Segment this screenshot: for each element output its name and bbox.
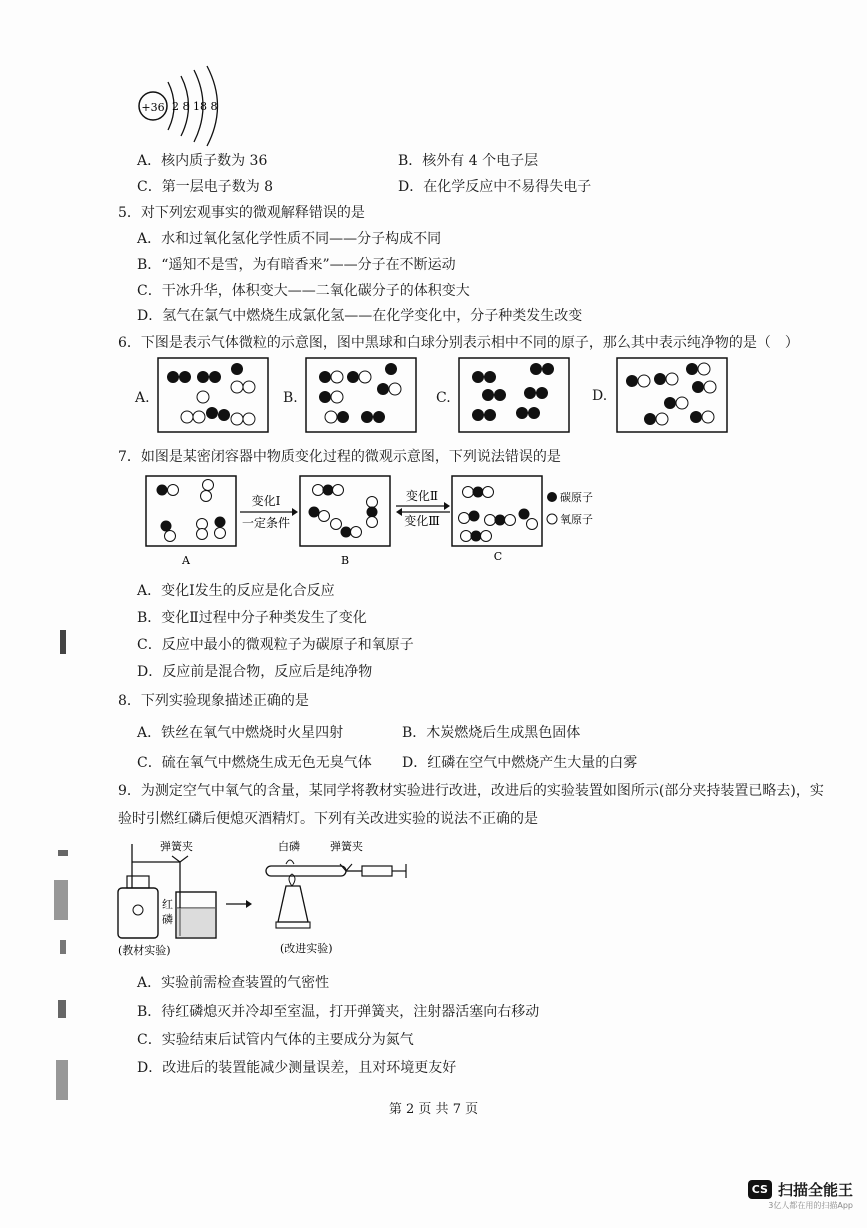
q9-option-b: B．待红磷熄灭并冷却至室温，打开弹簧夹，注射器活塞向右移动: [137, 1004, 540, 1020]
q6-label-d: D.: [592, 388, 608, 404]
q7-stem: 7．如图是某密闭容器中物质变化过程的微观示意图，下列说法错误的是: [118, 449, 561, 465]
q6-label-b: B.: [283, 390, 298, 406]
q7-option-c: C．反应中最小的微观粒子为碳原子和氧原子: [137, 637, 414, 653]
caption-textbook: (教材实验): [118, 944, 171, 957]
q5-option-c: C．干冰升华，体积变大——二氧化碳分子的体积变大: [137, 283, 470, 299]
nucleus-charge: +36: [141, 101, 165, 114]
q9-stem-line2: 验时引燃红磷后便熄灭酒精灯。下列有关改进实验的说法不正确的是: [118, 811, 538, 827]
q8-option-a: A．铁丝在氧气中燃烧时火星四射: [137, 725, 344, 741]
q8-stem: 8．下列实验现象描述正确的是: [118, 693, 309, 709]
watermark-tagline: 3亿人都在用的扫描App: [768, 1201, 853, 1210]
q5-option-a: A．水和过氧化氢化学性质不同——分子构成不同: [137, 231, 442, 247]
q6-diagram-d: [616, 357, 728, 433]
q9-option-d: D．改进后的装置能减少测量误差，且对环境更友好: [137, 1060, 457, 1076]
q9-stem-line1: 9．为测定空气中氧气的含量，某同学将教材实验进行改进，改进后的实验装置如图所示(部分夹持装置已略去)，实: [118, 783, 824, 799]
q7-change3-label: 变化Ⅲ: [404, 514, 440, 528]
q6-diagram-c: [458, 357, 570, 433]
legend-oxygen-label: 氧原子: [560, 513, 593, 526]
q4-option-d: D．在化学反应中不易得失电子: [398, 179, 592, 195]
q7-box-label-b: B: [340, 554, 350, 567]
q7-reaction-diagram: [140, 472, 610, 572]
red-phosphorus-label-2: 磷: [162, 913, 173, 926]
legend-carbon-label: 碳原子: [560, 491, 593, 504]
q9-option-a: A．实验前需检查装置的气密性: [137, 975, 330, 991]
q8-option-d: D．红磷在空气中燃烧产生大量的白雾: [402, 755, 638, 771]
q7-option-d: D．反应前是混合物，反应后是纯净物: [137, 664, 373, 680]
q7-option-b: B．变化Ⅱ过程中分子种类发生了变化: [137, 610, 367, 626]
q6-label-c: C.: [436, 390, 451, 406]
shell-electrons: 2 8 18 8: [172, 100, 218, 113]
watermark-brand: 扫描全能王: [777, 1181, 853, 1199]
q7-change1-label: 变化Ⅰ: [251, 494, 281, 508]
q7-box-label-c: C: [493, 550, 503, 563]
red-phosphorus-label-1: 红: [162, 898, 173, 911]
q6-stem: 6．下图是表示气体微粒的示意图，图中黑球和白球分别表示相中不同的原子，那么其中表示纯净物的是（ ）: [118, 335, 799, 351]
q9-option-c: C．实验结束后试管内气体的主要成分为氮气: [137, 1032, 414, 1048]
q4-option-b: B．核外有 4 个电子层: [398, 153, 539, 169]
q7-condition-label: 一定条件: [241, 516, 291, 530]
q5-stem: 5．对下列宏观事实的微观解释错误的是: [118, 205, 365, 221]
clip-label-2: 弹簧夹: [330, 840, 363, 853]
binding-margin-marks: [40, 620, 80, 1110]
q7-box-label-a: A: [182, 554, 190, 567]
q5-option-b: B．“遥知不是雪，为有暗香来”——分子在不断运动: [137, 257, 456, 273]
scanner-watermark: [748, 1178, 853, 1211]
q8-option-c: C．硫在氧气中燃烧生成无色无臭气体: [137, 755, 372, 771]
q8-option-b: B．木炭燃烧后生成黑色固体: [402, 725, 581, 741]
white-phosphorus-label: 白磷: [278, 840, 300, 853]
q5-option-d: D．氢气在氯气中燃烧生成氯化氢——在化学变化中，分子种类发生改变: [137, 308, 583, 324]
q7-change2-label: 变化Ⅱ: [405, 489, 439, 503]
q9-apparatus-diagram: [100, 836, 420, 960]
q6-diagram-a: [157, 357, 269, 433]
q4-option-c: C．第一层电子数为 8: [137, 179, 274, 195]
q6-diagram-b: [305, 357, 417, 433]
page-number: 第 2 页 共 7 页: [388, 1102, 479, 1117]
q7-option-a: A．变化Ⅰ发生的反应是化合反应: [137, 583, 335, 599]
atom-structure-diagram: [136, 62, 236, 148]
clip-label-1: 弹簧夹: [160, 840, 193, 853]
q6-label-a: A.: [135, 390, 150, 406]
caption-improved: (改进实验): [280, 942, 333, 955]
cs-logo-icon: CS: [748, 1180, 772, 1199]
q4-option-a: A．核内质子数为 36: [137, 153, 268, 169]
